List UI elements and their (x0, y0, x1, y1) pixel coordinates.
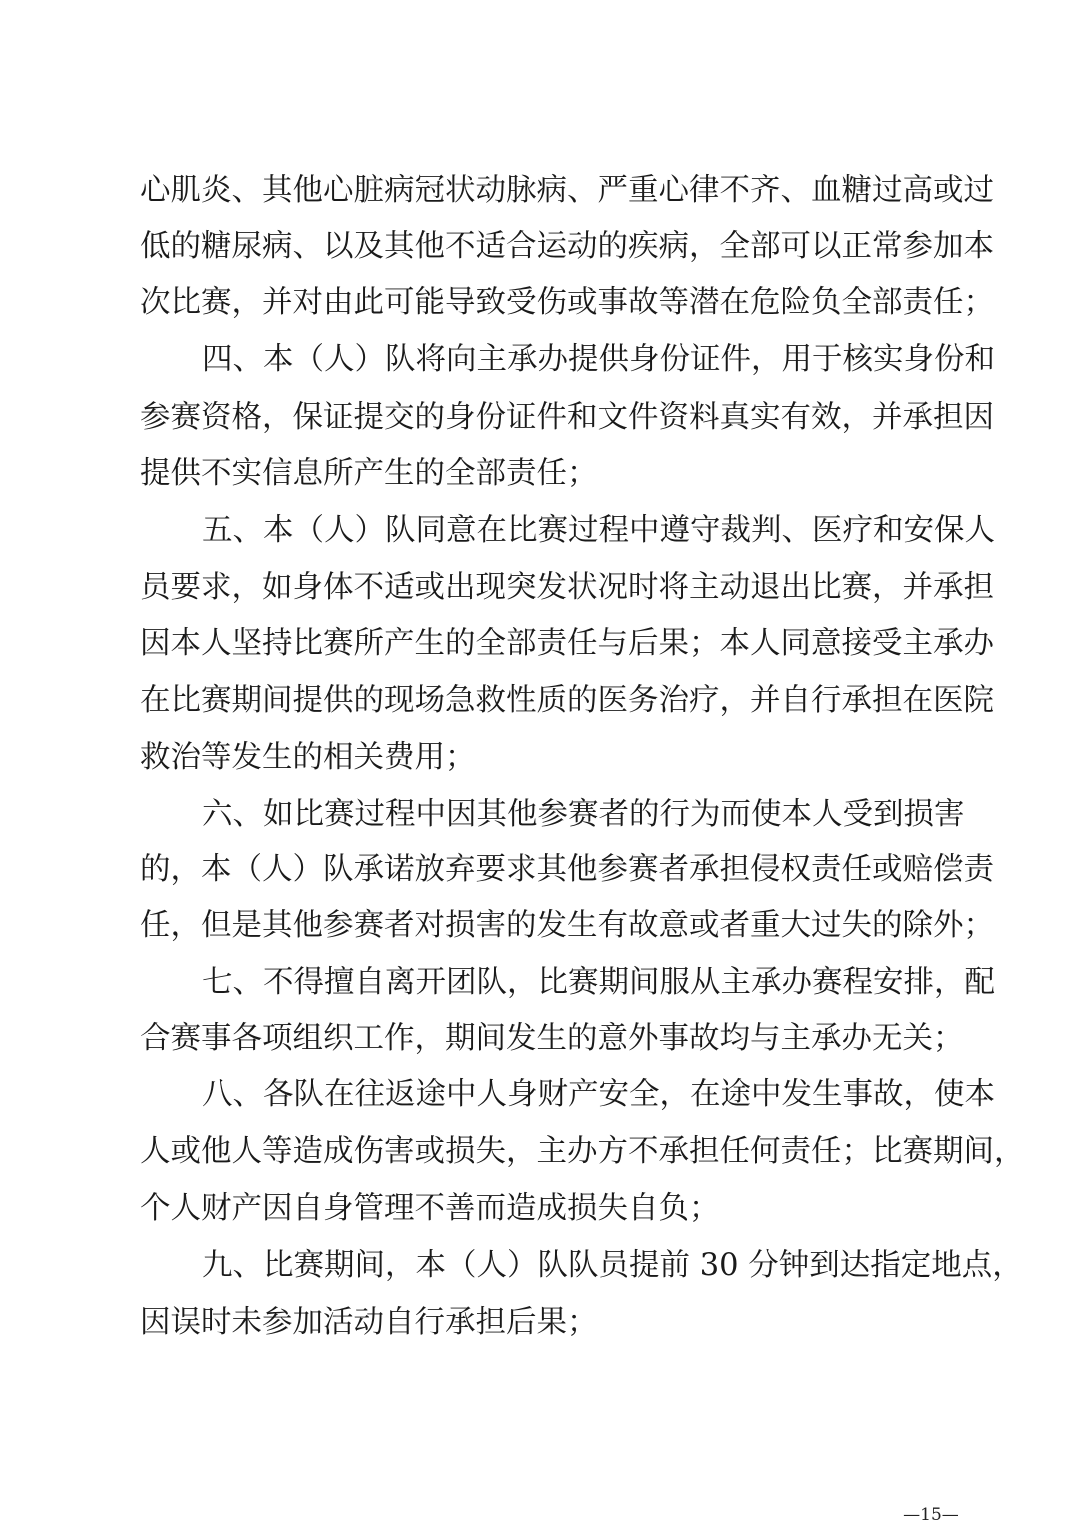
text-line: 提供不实信息所产生的全部责任； (140, 456, 598, 491)
text-line: 次比赛，并对由此可能导致受伤或事故等潜在危险负全部责任； (140, 285, 994, 320)
clause-four-line-1: 四、本（人）队将向主承办提供身份证件，用于核实身份和 (202, 342, 995, 377)
text-line: 因误时未参加活动自行承担后果； (140, 1305, 598, 1340)
text-line: 低的糖尿病、以及其他不适合运动的疾病，全部可以正常参加本 (140, 229, 994, 264)
clause-seven-line-1: 七、不得擅自离开团队，比赛期间服从主承办赛程安排，配 (202, 965, 995, 1000)
text-line: 人或他人等造成伤害或损失，主办方不承担任何责任；比赛期间， (140, 1134, 1025, 1169)
clause-five-line-1: 五、本（人）队同意在比赛过程中遵守裁判、医疗和安保人 (202, 513, 995, 548)
text-line: 参赛资格，保证提交的身份证件和文件资料真实有效，并承担因 (140, 400, 994, 435)
text-line: 任，但是其他参赛者对损害的发生有故意或者重大过失的除外； (140, 908, 994, 943)
text-line: 在比赛期间提供的现场急救性质的医务治疗，并自行承担在医院 (140, 683, 994, 718)
text-line: 合赛事各项组织工作，期间发生的意外事故均与主承办无关； (140, 1021, 964, 1056)
clause-eight-line-1: 八、各队在往返途中人身财产安全，在途中发生事故，使本 (202, 1077, 995, 1112)
text-line: 救治等发生的相关费用； (140, 740, 476, 775)
page-number: —15— (903, 1505, 959, 1525)
clause-six-line-1: 六、如比赛过程中因其他参赛者的行为而使本人受到损害 (202, 797, 965, 832)
text-line: 心肌炎、其他心脏病冠状动脉病、严重心律不齐、血糖过高或过 (140, 173, 994, 208)
text-line: 因本人坚持比赛所产生的全部责任与后果；本人同意接受主承办 (140, 626, 994, 661)
text-line: 个人财产因自身管理不善而造成损失自负； (140, 1191, 720, 1226)
text-line: 的，本（人）队承诺放弃要求其他参赛者承担侵权责任或赔偿责 (140, 852, 994, 887)
text-line: 员要求，如身体不适或出现突发状况时将主动退出比赛，并承担 (140, 570, 994, 605)
clause-nine-line-1: 九、比赛期间，本（人）队队员提前 30 分钟到达指定地点， (202, 1248, 1023, 1283)
